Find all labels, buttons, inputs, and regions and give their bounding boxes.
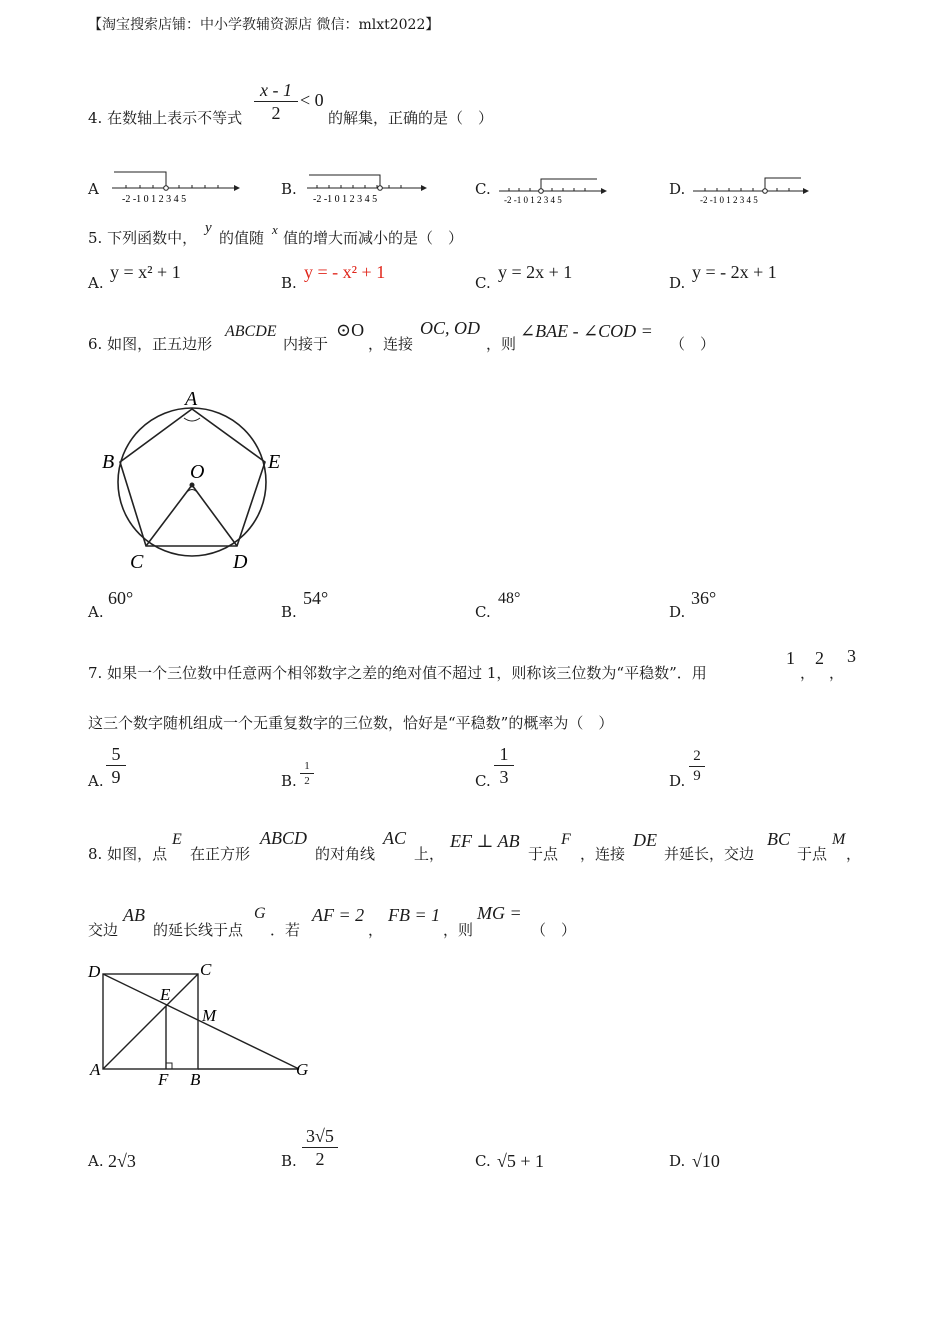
q4-option-c-letter[interactable]: C. [475, 180, 491, 198]
q4-option-b-ticks: -2 -1 0 1 2 3 4 5 [313, 194, 378, 205]
q8-diagonal: AC [383, 828, 407, 848]
q8-t6: （ ） [531, 921, 577, 939]
q8-point-e: E [172, 831, 182, 848]
q8-option-b-den: 2 [315, 1149, 325, 1169]
q6-angle-arc-a [184, 418, 200, 421]
q4-numerator: x - 1 [260, 80, 292, 100]
q6-center-point [190, 483, 195, 488]
q6-label-o: O [190, 461, 205, 483]
q7-option-d-fraction[interactable] [689, 748, 705, 785]
q8-label-a: A [90, 1060, 101, 1079]
q7-option-c-letter[interactable]: C. [475, 772, 491, 790]
q8-point-m: M [832, 831, 846, 848]
q7-option-d-letter[interactable]: D. [669, 772, 686, 790]
q8-option-a-letter[interactable]: A. [88, 1152, 104, 1170]
q8-point-g: G [254, 905, 266, 922]
q6-option-a-letter[interactable]: A. [88, 603, 104, 621]
q6-circle-name: ⊙O [336, 320, 365, 340]
page-header: 【淘宝搜索店铺：中小学教辅资源店 微信：mlxt2022】 [88, 17, 440, 33]
q5-option-a-expr[interactable]: y = x² + 1 [110, 262, 181, 282]
q7-line-1: 7. 如果一个三位数中任意两个相邻数字之差的绝对值不超过 1，则称该三位数为“平稳数”．用 [88, 664, 707, 682]
q5-option-a-letter[interactable]: A. [88, 274, 104, 292]
q8-s7: 并延长，交边 [664, 845, 755, 863]
q8-label-e: E [160, 985, 171, 1004]
q8-option-b-num: 3√5 [306, 1126, 334, 1146]
q5-option-c-expr[interactable]: y = 2x + 1 [498, 262, 573, 282]
q8-square-name: ABCD [260, 828, 307, 848]
q8-option-d-expr[interactable]: √10 [692, 1151, 720, 1171]
q8-label-m: M [202, 1006, 217, 1025]
q7-digit-2: 2 [815, 648, 824, 668]
q7-option-b-letter[interactable]: B. [281, 772, 297, 790]
q4-option-a-letter[interactable]: A [88, 180, 99, 198]
q5-option-b-expr[interactable]: y = - x² + 1 [304, 262, 386, 282]
q8-s2: 在正方形 [190, 845, 251, 863]
q6-pentagon-name: ABCDE [225, 323, 277, 340]
q7-option-c-fraction[interactable] [494, 744, 514, 787]
q8-t2: 的延长线于点 [153, 921, 244, 939]
q8-given-fb: FB = 1 [388, 905, 441, 925]
q5-option-d-expr[interactable]: y = - 2x + 1 [692, 262, 777, 282]
q5-stem-b: 的值随 [219, 229, 265, 247]
q7-option-c-num: 1 [499, 744, 509, 764]
q7-option-a-fraction[interactable] [106, 744, 126, 787]
q4-stem-a: 4. 在数轴上表示不等式 [88, 109, 243, 127]
q4-option-b-letter[interactable]: B. [281, 180, 297, 198]
q6-option-d-value[interactable]: 36° [691, 588, 717, 608]
q7-option-a-letter[interactable]: A. [88, 772, 104, 790]
q4-option-d-number-line[interactable] [691, 163, 813, 207]
q6-stem-e: （ ） [670, 335, 716, 353]
q6-label-e: E [268, 451, 281, 473]
q8-option-b-fraction[interactable] [302, 1126, 338, 1169]
q6-segments: OC, OD [420, 318, 481, 338]
q8-perpendicular: EF ⊥ AB [450, 831, 520, 851]
q8-option-c-expr[interactable]: √5 + 1 [497, 1151, 545, 1171]
q8-t5: ，则 [443, 921, 474, 939]
q8-label-d: D [88, 962, 101, 981]
q6-option-b-letter[interactable]: B. [281, 603, 297, 621]
q6-segment-od [192, 485, 237, 546]
q8-t3: ．若 [270, 921, 301, 939]
q4-relation: < 0 [300, 90, 324, 110]
q8-option-b-letter[interactable]: B. [281, 1152, 297, 1170]
q6-stem-c: ，连接 [368, 335, 414, 353]
q8-s1: 8. 如图，点 [88, 845, 168, 863]
q5-option-d-letter[interactable]: D. [669, 274, 686, 292]
q6-figure [96, 382, 296, 577]
q7-line-2: 这三个数字随机组成一个无重复数字的三位数，恰好是“平稳数”的概率为（ ） [88, 714, 614, 732]
q8-given-af: AF = 2 [312, 905, 365, 925]
q8-label-g: G [296, 1060, 309, 1079]
q6-label-d: D [233, 551, 248, 573]
q8-label-f: F [158, 1070, 169, 1089]
q5-stem-a: 5. 下列函数中， [88, 229, 198, 247]
q8-s3: 的对角线 [315, 845, 376, 863]
q6-stem-a: 6. 如图，正五边形 [88, 335, 213, 353]
q6-angle-expr: ∠BAE - ∠COD = [520, 321, 653, 341]
q6-option-d-letter[interactable]: D. [669, 603, 686, 621]
q5-option-b-letter[interactable]: B. [281, 274, 297, 292]
q8-point-f: F [561, 831, 571, 848]
q8-segment-de: DE [633, 830, 657, 850]
q6-label-a: A [185, 388, 198, 410]
q4-option-d-ticks: -2 -1 0 1 2 3 4 5 [700, 195, 758, 205]
q6-option-c-letter[interactable]: C. [475, 603, 491, 621]
q8-side-ab: AB [123, 905, 145, 925]
q4-option-d-letter[interactable]: D. [669, 180, 686, 198]
q7-digit-1: 1 [786, 648, 795, 668]
q7-digit-3: 3 [847, 646, 856, 666]
q7-option-c-den: 3 [499, 767, 509, 787]
q4-stem-b: 的解集，正确的是（ ） [328, 109, 494, 127]
q4-option-c-ticks: -2 -1 0 1 2 3 4 5 [504, 195, 562, 205]
q6-stem-d: ，则 [486, 335, 517, 353]
q8-label-b: B [190, 1070, 201, 1089]
q4-option-c-number-line[interactable] [497, 163, 609, 207]
q7-option-b-fraction[interactable] [300, 760, 314, 787]
q8-side-bc: BC [767, 829, 791, 849]
q6-option-b-value[interactable]: 54° [303, 588, 329, 608]
q4-option-b-number-line[interactable] [303, 163, 429, 207]
q7-option-d-num: 2 [693, 748, 701, 764]
q8-option-c-letter[interactable]: C. [475, 1152, 491, 1170]
q8-s9: ， [846, 845, 862, 863]
q8-s6: ，连接 [580, 845, 626, 863]
q5-stem-c: 值的增大而减小的是（ ） [283, 229, 464, 247]
q8-option-d-letter[interactable]: D. [669, 1152, 686, 1170]
q8-diagonal-ac [103, 974, 198, 1069]
q8-s8: 于点 [797, 845, 828, 863]
q5-option-c-letter[interactable]: C. [475, 274, 491, 292]
q8-t4: ， [368, 921, 384, 939]
q7-option-d-den: 9 [693, 768, 701, 784]
q8-target-mg: MG = [477, 903, 522, 923]
q4-option-a-number-line[interactable] [108, 163, 240, 207]
q8-right-angle-mark [166, 1063, 172, 1069]
q6-option-a-value[interactable]: 60° [108, 588, 134, 608]
q8-s5: 于点 [528, 845, 559, 863]
q4-denominator: 2 [271, 103, 281, 123]
q7-option-a-den: 9 [111, 767, 121, 787]
q4-fraction [254, 80, 298, 123]
q8-line-dg [103, 974, 299, 1069]
q6-stem-b: 内接于 [283, 335, 329, 353]
q7-option-b-num: 1 [304, 760, 310, 772]
q8-t1: 交边 [88, 921, 119, 939]
q4-option-a-ticks: -2 -1 0 1 2 3 4 5 [122, 194, 187, 205]
q5-var-y: y [205, 220, 212, 236]
q6-option-c-value[interactable]: 48° [498, 590, 521, 607]
q7-option-a-num: 5 [111, 744, 121, 764]
q8-label-c: C [200, 960, 212, 979]
q8-option-a-expr[interactable]: 2√3 [108, 1151, 136, 1171]
q8-figure [84, 958, 324, 1094]
q7-option-b-den: 2 [304, 775, 310, 787]
q6-label-c: C [130, 551, 144, 573]
q5-var-x: x [272, 222, 278, 237]
q6-label-b: B [102, 451, 115, 473]
q8-s4: 上， [414, 845, 445, 863]
q6-segment-oc [146, 485, 192, 546]
